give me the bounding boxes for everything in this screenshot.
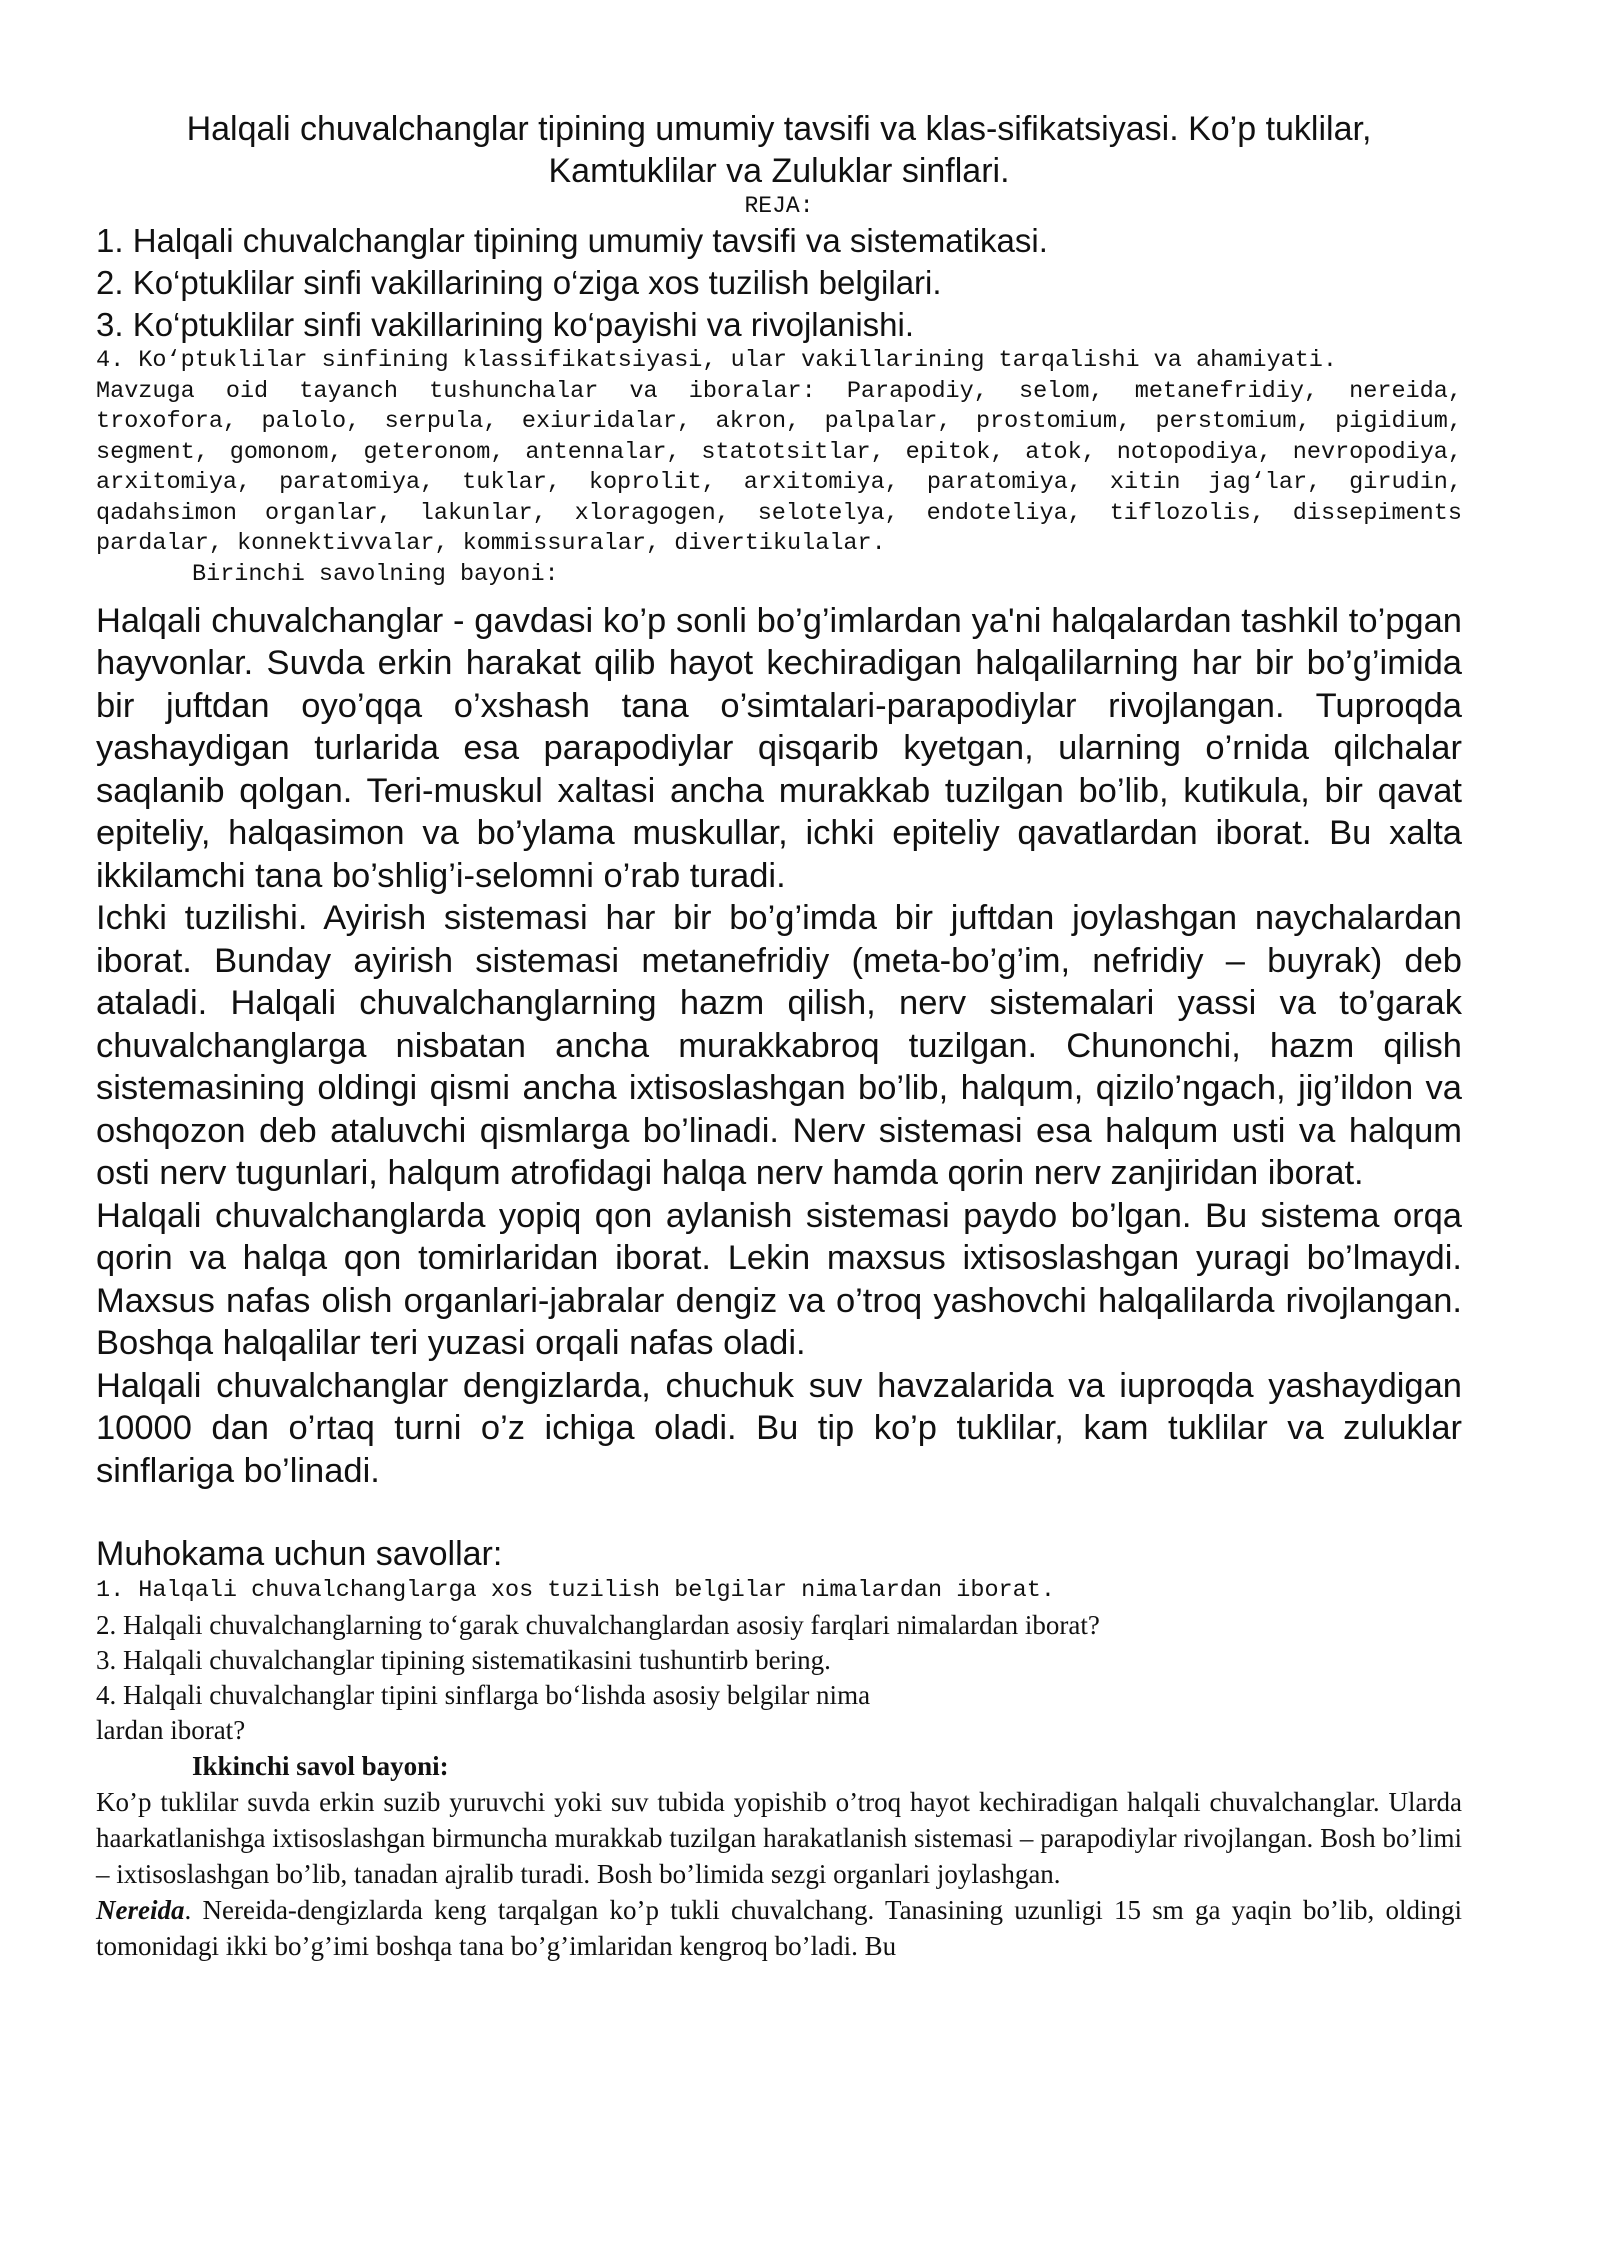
- title-line-2: Kamtuklilar va Zuluklar sinflari.: [548, 152, 1010, 190]
- plan-item-1: 1. Halqali chuvalchanglar tipining umumiy tavsifi va sistematikasi.: [96, 222, 1048, 259]
- section-1-paragraph-4: Halqali chuvalchanglar dengizlarda, chuchuk suv havzalarida va iuproqda yashaydigan 10000 dan o’rtaq turni o’z ichiga oladi. Bu tip ko’p tuklilar, kam tuklilar va zuluklar sinflariga bo’linadi.: [96, 1366, 1462, 1490]
- document-title: [96, 108, 1462, 192]
- discussion-question-4-continued: lardan iborat?: [96, 1715, 246, 1745]
- plan-item-3: 3. Ko‘ptuklilar sinfi vakillarining ko‘payishi va rivojlanishi.: [96, 306, 915, 343]
- nereida-text: . Nereida-dengizlarda keng tarqalgan ko’p tukli chuvalchang. Tanasining uzunligi 15 sm ga yaqin bo’lib, oldingi tomonidagi ikki bo’g’imi boshqa tana bo’g’imlaridan kengroq bo’ladi. Bu: [96, 1895, 1462, 1961]
- discussion-heading: Muhokama uchun savollar:: [96, 1535, 503, 1573]
- discussion-question-1: 1. Halqali chuvalchanglarga xos tuzilish belgilar nimalardan iborat.: [96, 1577, 1055, 1604]
- section-1-paragraph-2: Ichki tuzilishi. Ayirish sistemasi har bir bo’g’imda bir juftdan joylashgan naychalardan iborat. Bunday ayirish sistemasi metanefridiy (meta-bo’g’im, nefridiy – buyrak) deb ataladi. Halqali chuvalchanglarning hazm qilish, nerv sistemalari yassi va to’garak chuvalchanglarga nisbatan ancha murakkabroq tuzilgan. Chunonchi, hazm qilish sistemasining oldingi qismi ancha ixtisoslashgan bo’lib, halqum, qizilo’ngach, jig’ildon va oshqozon deb ataluvchi qismlarga bo’linadi. Nerv sistemasi esa halqum usti va halqum osti nerv tugunlari, halqum atrofidagi halqa nerv hamda qorin nerv zanjiridan iborat.: [96, 899, 1462, 1192]
- section-1-heading: Birinchi savolning bayoni:: [192, 560, 559, 588]
- document-page: [96, 108, 1462, 1964]
- plan-item-4: 4. Ko‘ptuklilar sinfining klassifikatsiyasi, ular vakillarining tarqalishi va ahamiyati.: [96, 347, 1338, 374]
- nereida-label: Nereida: [96, 1895, 185, 1925]
- plan-item-2: 2. Ko‘ptuklilar sinfi vakillarining o‘ziga xos tuzilish belgilari.: [96, 264, 942, 301]
- discussion-question-3: 3. Halqali chuvalchanglar tipining sistematikasini tushuntirb bering.: [96, 1645, 831, 1675]
- keywords-paragraph: Mavzuga oid tayanch tushunchalar va iboralar: Parapodiy, selom, metanefridiy, nereida, troxofora, palolo, serpula, exiuridalar, akron, palpalar, prostomium, perstomium, pigidium, segment, gomonom, geteronom, antennalar, statotsitlar, epitok, atok, notopodiya, nevropodiya, arxitomiya, paratomiya, tuklar, koprolit, arxitomiya, paratomiya, xitin jag‘lar, girudin, qadahsimon organlar, lakunlar, xloragogen, selotelya, endoteliya, tiflozolis, dissepiments pardalar, konnektivvalar, kommissuralar, divertikulalar.: [96, 377, 1462, 557]
- title-line-1: Halqali chuvalchanglar tipining umumiy tavsifi va klas-sifikatsiyasi. Ko’p tuklilar,: [186, 110, 1372, 148]
- section-2-paragraph-2: [96, 1892, 1462, 1964]
- section-1-paragraph-3: Halqali chuvalchanglarda yopiq qon aylanish sistemasi paydo bo’lgan. Bu sistema orqa qorin va halqa qon tomirlaridan iborat. Lekin maxsus ixtisoslashgan yuragi bo’lmaydi. Maxsus nafas olish organlari-jabralar dengiz va o’troq yashovchi halqalilarda rivojlangan. Boshqa halqalilar teri yuzasi orqali nafas oladi.: [96, 1196, 1462, 1362]
- discussion-question-4: 4. Halqali chuvalchanglar tipini sinflarga bo‘lishda asosiy belgilar nima: [96, 1680, 871, 1710]
- section-1-paragraph-1: Halqali chuvalchanglar - gavdasi ko’p sonli bo’g’imlardan ya'ni halqalardan tashkil to’pgan hayvonlar. Suvda erkin harakat qilib hayot kechiradigan halqalilarning har bir bo’g’imida bir juftdan oyo’qqa o’xshash tana o’simtalari-parapodiylar rivojlangan. Tuproqda yashaydigan turlarida esa parapodiylar qisqarib kyetgan, ularning o’rnida qilchalar saqlanib qolgan. Teri-muskul xaltasi ancha murakkab tuzilgan bo’lib, kutikula, bir qavat epiteliy, halqasimon va bo’ylama muskullar, ichki epiteliy qavatlardan iborat. Bu xalta ikkilamchi tana bo’shlig’i-selomni o’rab turadi.: [96, 601, 1462, 895]
- section-2-paragraph-1: Ko’p tuklilar suvda erkin suzib yuruvchi yoki suv tubida yopishib o’troq hayot kechiradigan halqali chuvalchanglar. Ularda haarkatlanishga ixtisoslashgan birmuncha murakkab tuzilgan harakatlanish sistemasi – parapodiylar rivojlangan. Bosh bo’limi – ixtisoslashgan bo’lib, tanadan ajralib turadi. Bosh bo’limida sezgi organlari joylashgan.: [96, 1787, 1462, 1889]
- plan-heading: REJA:: [744, 193, 814, 219]
- section-2-heading: Ikkinchi savol bayoni:: [192, 1751, 449, 1781]
- discussion-question-2: 2. Halqali chuvalchanglarning to‘garak chuvalchanglardan asosiy farqlari nimalardan iborat?: [96, 1610, 1100, 1640]
